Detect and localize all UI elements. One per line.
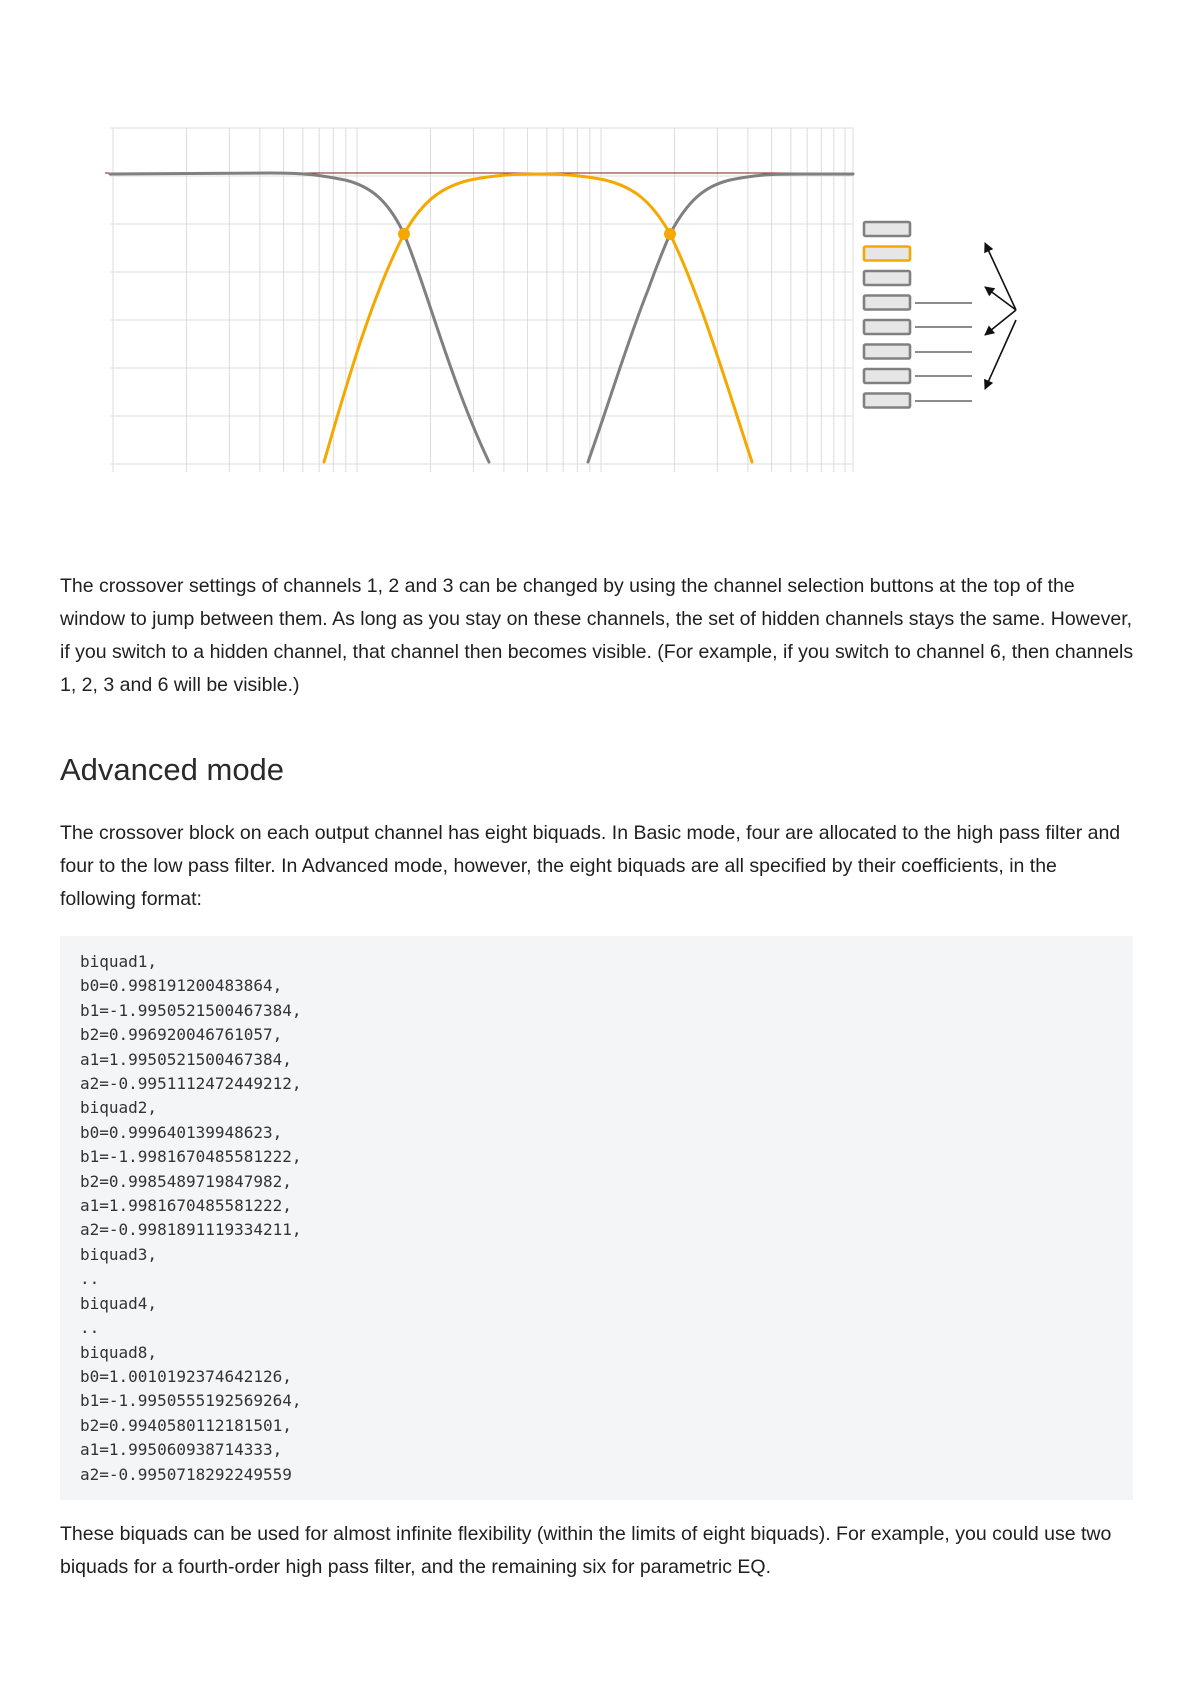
channel-button-2[interactable]	[864, 247, 910, 261]
frequency-grid	[110, 128, 853, 472]
channel-button-3[interactable]	[864, 271, 910, 285]
channel-button-4[interactable]	[864, 296, 910, 310]
crossover-point-1	[398, 228, 410, 240]
hidden-channel-curve	[110, 173, 853, 462]
advanced-mode-paragraph: The crossover block on each output channel has eight biquads. In Basic mode, four are allocated to the high pass filter and four to the low pass filter. In Advanced mode, however, the eight biquads are all specified by their coefficients, in the following format:	[60, 822, 1121, 910]
crossover-response-figure	[0, 0, 1190, 500]
channel-button-7[interactable]	[864, 369, 910, 383]
visible-channel-curve	[324, 174, 752, 462]
channel-button-1[interactable]	[864, 222, 910, 236]
biquad-flexibility-paragraph: These biquads can be used for almost infinite flexibility (within the limits of eight biquads). For example, you could use two biquads for a fourth-order high pass filter, and the remaining six for parametric EQ.	[60, 1523, 1112, 1578]
biquad-coefficients-code: biquad1, b0=0.998191200483864, b1=-1.9950521500467384, b2=0.996920046761057, a1=1.9950521500467384, a2=-0.9951112472449212, biquad2, b0=0.999640139948623, b1=-1.9981670485581222, b2=0.9985489719847982, a1=1.9981670485581222, a2=-0.9981891119334211, biquad3, .. biquad4, .. biquad8, b0=1.0010192374642126, b1=-1.9950555192569264, b2=0.9940580112181501, a1=1.995060938714333, a2=-0.9950718292249559	[80, 952, 302, 1484]
channel-button-6[interactable]	[864, 345, 910, 359]
channel-buttons	[864, 222, 910, 408]
channel-button-8[interactable]	[864, 394, 910, 408]
annotation-arrows	[985, 243, 1016, 389]
crossover-point-2	[664, 228, 676, 240]
biquad-code-block	[60, 936, 1133, 1500]
advanced-mode-heading: Advanced mode	[60, 752, 285, 787]
channel-button-5[interactable]	[864, 320, 910, 334]
crossover-settings-paragraph: The crossover settings of channels 1, 2 and 3 can be changed by using the channel selection buttons at the top of the window to jump between them. As long as you stay on these channels, the set of hidden channels stays the same. However, if you switch to a hidden channel, that channel then becomes visible. (For example, if you switch to channel 6, then channels 1, 2, 3 and 6 will be visible.)	[60, 575, 1134, 696]
button-leader-lines	[915, 303, 972, 401]
